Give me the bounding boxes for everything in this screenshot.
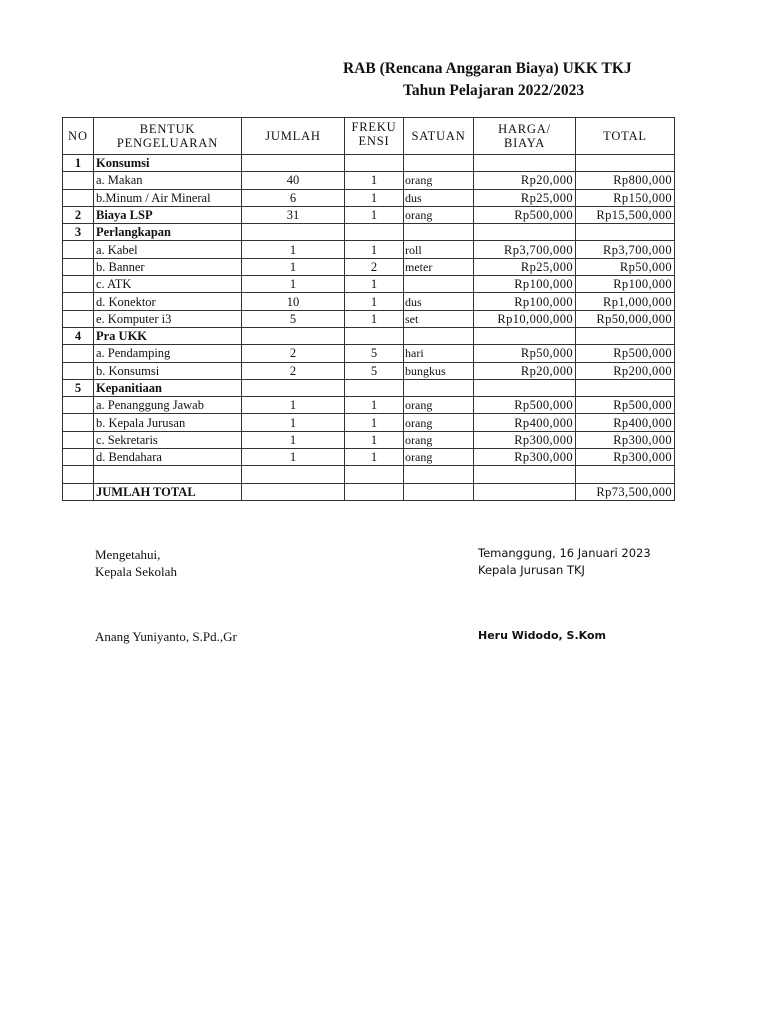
cell-total: Rp200,000 <box>576 362 675 379</box>
table-row <box>63 241 675 258</box>
cell-bentuk: b. Banner <box>94 258 242 275</box>
cell-total: Rp150,000 <box>576 189 675 206</box>
cell-jumlah <box>242 466 345 483</box>
table-row <box>63 431 675 448</box>
cell-bentuk: a. Makan <box>94 172 242 189</box>
cell-jumlah: 1 <box>242 258 345 275</box>
budget-table <box>62 117 675 501</box>
cell-jumlah <box>242 483 345 500</box>
cell-no <box>63 172 94 189</box>
signature-left-line1: Mengetahui, <box>95 547 161 562</box>
cell-jumlah: 1 <box>242 414 345 431</box>
cell-harga: Rp300,000 <box>474 431 576 448</box>
cell-frekuensi <box>345 466 404 483</box>
signature-left-name: Anang Yuniyanto, S.Pd.,Gr <box>95 629 237 644</box>
cell-bentuk: d. Konektor <box>94 293 242 310</box>
cell-harga: Rp100,000 <box>474 276 576 293</box>
table-row <box>63 466 675 483</box>
table-row <box>63 362 675 379</box>
cell-harga <box>474 224 576 241</box>
cell-satuan: orang <box>404 414 474 431</box>
cell-harga <box>474 483 576 500</box>
cell-no <box>63 483 94 500</box>
cell-no: 3 <box>63 224 94 241</box>
cell-harga <box>474 327 576 344</box>
cell-jumlah: 1 <box>242 397 345 414</box>
cell-total: Rp300,000 <box>576 431 675 448</box>
cell-bentuk: a. Penanggung Jawab <box>94 397 242 414</box>
cell-frekuensi <box>345 483 404 500</box>
table-row <box>63 293 675 310</box>
cell-satuan: set <box>404 310 474 327</box>
cell-satuan <box>404 276 474 293</box>
header-frekuensi: FREKU ENSI <box>345 118 404 155</box>
cell-frekuensi <box>345 379 404 396</box>
cell-harga: Rp3,700,000 <box>474 241 576 258</box>
cell-satuan <box>404 155 474 172</box>
cell-total: Rp50,000,000 <box>576 310 675 327</box>
cell-jumlah: 1 <box>242 276 345 293</box>
cell-jumlah <box>242 224 345 241</box>
cell-bentuk: Pra UKK <box>94 327 242 344</box>
cell-jumlah: 5 <box>242 310 345 327</box>
cell-satuan: bungkus <box>404 362 474 379</box>
cell-satuan: dus <box>404 293 474 310</box>
cell-total: Rp1,000,000 <box>576 293 675 310</box>
cell-satuan: orang <box>404 172 474 189</box>
cell-no: 2 <box>63 206 94 223</box>
cell-frekuensi: 1 <box>345 241 404 258</box>
cell-bentuk: Biaya LSP <box>94 206 242 223</box>
cell-no <box>63 189 94 206</box>
cell-bentuk: c. Sekretaris <box>94 431 242 448</box>
cell-no <box>63 293 94 310</box>
table-row <box>63 414 675 431</box>
cell-harga: Rp500,000 <box>474 397 576 414</box>
cell-bentuk: a. Kabel <box>94 241 242 258</box>
cell-no <box>63 276 94 293</box>
cell-jumlah: 10 <box>242 293 345 310</box>
cell-no <box>63 466 94 483</box>
cell-harga: Rp10,000,000 <box>474 310 576 327</box>
cell-satuan: orang <box>404 206 474 223</box>
cell-jumlah: 1 <box>242 241 345 258</box>
cell-bentuk: b.Minum / Air Mineral <box>94 189 242 206</box>
cell-satuan: orang <box>404 397 474 414</box>
cell-no <box>63 258 94 275</box>
cell-satuan: orang <box>404 431 474 448</box>
cell-no <box>63 241 94 258</box>
cell-harga <box>474 155 576 172</box>
cell-no: 4 <box>63 327 94 344</box>
cell-frekuensi: 1 <box>345 172 404 189</box>
table-row <box>63 189 675 206</box>
cell-satuan <box>404 327 474 344</box>
cell-bentuk: Perlangkapan <box>94 224 242 241</box>
cell-frekuensi: 1 <box>345 310 404 327</box>
cell-frekuensi <box>345 327 404 344</box>
cell-bentuk: JUMLAH TOTAL <box>94 483 242 500</box>
cell-jumlah: 31 <box>242 206 345 223</box>
cell-bentuk: e. Komputer i3 <box>94 310 242 327</box>
cell-satuan: meter <box>404 258 474 275</box>
cell-harga: Rp50,000 <box>474 345 576 362</box>
cell-jumlah: 1 <box>242 449 345 466</box>
table-row <box>63 172 675 189</box>
cell-harga: Rp25,000 <box>474 189 576 206</box>
cell-total: Rp3,700,000 <box>576 241 675 258</box>
cell-frekuensi: 5 <box>345 362 404 379</box>
cell-satuan <box>404 466 474 483</box>
cell-bentuk: c. ATK <box>94 276 242 293</box>
table-row <box>63 310 675 327</box>
cell-total: Rp800,000 <box>576 172 675 189</box>
cell-satuan: orang <box>404 449 474 466</box>
cell-bentuk: d. Bendahara <box>94 449 242 466</box>
header-harga: HARGA/ BIAYA <box>474 118 576 155</box>
cell-no <box>63 345 94 362</box>
cell-no <box>63 362 94 379</box>
cell-total <box>576 379 675 396</box>
cell-jumlah: 2 <box>242 345 345 362</box>
signature-left-line2: Kepala Sekolah <box>95 564 177 579</box>
cell-total: Rp300,000 <box>576 449 675 466</box>
header-jumlah: JUMLAH <box>242 118 345 155</box>
cell-satuan <box>404 483 474 500</box>
header-no: NO <box>63 118 94 155</box>
table-row <box>63 224 675 241</box>
cell-total <box>576 224 675 241</box>
cell-total <box>576 466 675 483</box>
cell-harga: Rp300,000 <box>474 449 576 466</box>
cell-no <box>63 431 94 448</box>
cell-no <box>63 414 94 431</box>
cell-frekuensi <box>345 155 404 172</box>
cell-frekuensi: 5 <box>345 345 404 362</box>
cell-harga: Rp20,000 <box>474 362 576 379</box>
cell-total: Rp15,500,000 <box>576 206 675 223</box>
signature-right-line2: Kepala Jurusan TKJ <box>478 563 585 577</box>
table-row <box>63 276 675 293</box>
cell-jumlah <box>242 155 345 172</box>
cell-jumlah: 40 <box>242 172 345 189</box>
cell-harga: Rp20,000 <box>474 172 576 189</box>
cell-harga <box>474 379 576 396</box>
cell-frekuensi: 1 <box>345 293 404 310</box>
cell-frekuensi: 1 <box>345 414 404 431</box>
cell-bentuk: a. Pendamping <box>94 345 242 362</box>
cell-total <box>576 155 675 172</box>
cell-no <box>63 449 94 466</box>
table-row <box>63 397 675 414</box>
cell-frekuensi: 1 <box>345 397 404 414</box>
table-row <box>63 345 675 362</box>
table-row <box>63 379 675 396</box>
signature-right-name: Heru Widodo, S.Kom <box>478 629 606 642</box>
cell-jumlah: 2 <box>242 362 345 379</box>
cell-harga: Rp100,000 <box>474 293 576 310</box>
cell-harga: Rp500,000 <box>474 206 576 223</box>
cell-bentuk: Kepanitiaan <box>94 379 242 396</box>
cell-satuan <box>404 379 474 396</box>
cell-total <box>576 327 675 344</box>
cell-no <box>63 397 94 414</box>
document-title: RAB (Rencana Anggaran Biaya) UKK TKJ <box>343 60 632 77</box>
table-row <box>63 449 675 466</box>
cell-harga: Rp400,000 <box>474 414 576 431</box>
cell-frekuensi: 1 <box>345 276 404 293</box>
table-row <box>63 327 675 344</box>
table-row <box>63 206 675 223</box>
table-row <box>63 483 675 500</box>
cell-frekuensi: 2 <box>345 258 404 275</box>
cell-total: Rp73,500,000 <box>576 483 675 500</box>
table-header-row <box>63 118 675 155</box>
table-row <box>63 155 675 172</box>
cell-frekuensi: 1 <box>345 206 404 223</box>
header-bentuk: BENTUK PENGELUARAN <box>94 118 242 155</box>
header-total: TOTAL <box>576 118 675 155</box>
cell-bentuk: Konsumsi <box>94 155 242 172</box>
table-row <box>63 258 675 275</box>
cell-total: Rp500,000 <box>576 345 675 362</box>
cell-frekuensi: 1 <box>345 431 404 448</box>
cell-bentuk: b. Kepala Jurusan <box>94 414 242 431</box>
cell-no: 1 <box>63 155 94 172</box>
cell-total: Rp400,000 <box>576 414 675 431</box>
cell-jumlah <box>242 327 345 344</box>
cell-harga <box>474 466 576 483</box>
cell-no <box>63 310 94 327</box>
cell-frekuensi: 1 <box>345 449 404 466</box>
cell-jumlah: 6 <box>242 189 345 206</box>
cell-total: Rp100,000 <box>576 276 675 293</box>
cell-total: Rp500,000 <box>576 397 675 414</box>
cell-no: 5 <box>63 379 94 396</box>
header-satuan: SATUAN <box>404 118 474 155</box>
cell-total: Rp50,000 <box>576 258 675 275</box>
cell-frekuensi: 1 <box>345 189 404 206</box>
cell-jumlah: 1 <box>242 431 345 448</box>
signature-right-line1: Temanggung, 16 Januari 2023 <box>478 546 651 560</box>
cell-jumlah <box>242 379 345 396</box>
cell-satuan: hari <box>404 345 474 362</box>
cell-satuan: roll <box>404 241 474 258</box>
cell-bentuk <box>94 466 242 483</box>
cell-satuan <box>404 224 474 241</box>
document-subtitle: Tahun Pelajaran 2022/2023 <box>403 82 585 99</box>
cell-satuan: dus <box>404 189 474 206</box>
cell-harga: Rp25,000 <box>474 258 576 275</box>
cell-frekuensi <box>345 224 404 241</box>
cell-bentuk: b. Konsumsi <box>94 362 242 379</box>
